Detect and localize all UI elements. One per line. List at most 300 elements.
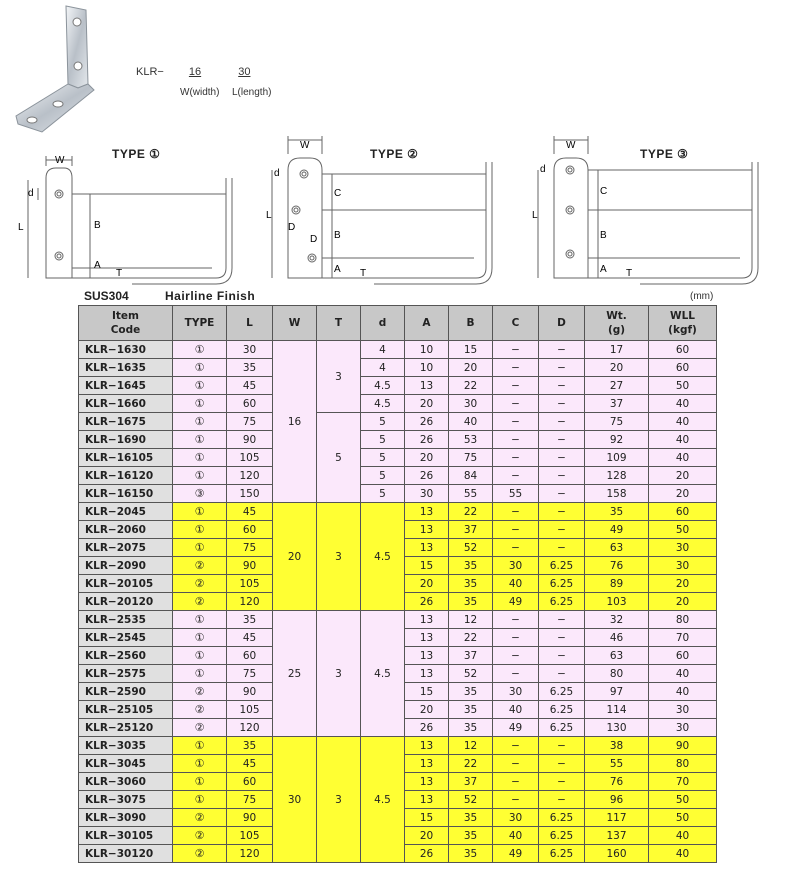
item-code-cell: KLR−2575 [79, 665, 173, 683]
table-cell: 128 [585, 467, 649, 485]
table-cell: 52 [449, 665, 493, 683]
type-cell: ① [173, 665, 227, 683]
table-row [79, 503, 717, 521]
table-cell: 20 [405, 449, 449, 467]
item-code-cell: KLR−2060 [79, 521, 173, 539]
header-cell: L [227, 306, 273, 341]
length-cell: 120 [227, 845, 273, 863]
table-cell: − [493, 539, 539, 557]
dim-t: T [360, 268, 367, 279]
table-cell: 60 [649, 341, 717, 359]
type-2-diagram [264, 134, 504, 290]
table-cell: 84 [449, 467, 493, 485]
material-label: SUS304 [84, 289, 129, 303]
table-cell: − [539, 791, 585, 809]
code-width: 16 [188, 66, 202, 78]
table-cell: − [539, 773, 585, 791]
hole-dia-cell: 4.5 [361, 611, 405, 737]
table-row [79, 431, 717, 449]
header-cell: TYPE [173, 306, 227, 341]
table-cell: 13 [405, 629, 449, 647]
table-cell: 30 [493, 683, 539, 701]
type-cell: ① [173, 647, 227, 665]
table-cell: 35 [449, 557, 493, 575]
table-cell: 20 [405, 701, 449, 719]
table-cell: 40 [649, 431, 717, 449]
type-cell: ① [173, 629, 227, 647]
type-cell: ① [173, 521, 227, 539]
table-cell: 10 [405, 341, 449, 359]
legend-width: W(width) [180, 87, 220, 98]
table-cell: − [539, 467, 585, 485]
table-cell: 46 [585, 629, 649, 647]
table-cell: 63 [585, 539, 649, 557]
table-cell: − [493, 467, 539, 485]
length-cell: 75 [227, 413, 273, 431]
table-cell: 15 [405, 809, 449, 827]
length-cell: 30 [227, 341, 273, 359]
table-cell: 55 [449, 485, 493, 503]
hole-dia-cell: 4 [361, 359, 405, 377]
spec-table [78, 305, 717, 863]
table-cell: 40 [649, 665, 717, 683]
table-cell: 35 [449, 593, 493, 611]
item-code-cell: KLR−16105 [79, 449, 173, 467]
item-code-cell: KLR−30120 [79, 845, 173, 863]
table-cell: − [493, 521, 539, 539]
hole-dia-cell: 4.5 [361, 395, 405, 413]
length-cell: 105 [227, 575, 273, 593]
table-cell: − [539, 395, 585, 413]
length-cell: 75 [227, 791, 273, 809]
table-cell: 52 [449, 539, 493, 557]
dim-b: B [94, 220, 101, 231]
item-code-cell: KLR−3060 [79, 773, 173, 791]
table-cell: 75 [449, 449, 493, 467]
table-cell: − [493, 413, 539, 431]
item-code-cell: KLR−1660 [79, 395, 173, 413]
table-cell: 22 [449, 503, 493, 521]
length-cell: 60 [227, 395, 273, 413]
table-cell: 26 [405, 431, 449, 449]
table-cell: 38 [585, 737, 649, 755]
table-cell: 26 [405, 845, 449, 863]
table-row [79, 359, 717, 377]
item-code-cell: KLR−3045 [79, 755, 173, 773]
header-cell: C [493, 306, 539, 341]
table-cell: 35 [585, 503, 649, 521]
width-cell: 30 [273, 737, 317, 863]
table-cell: 160 [585, 845, 649, 863]
table-cell: 130 [585, 719, 649, 737]
table-row [79, 467, 717, 485]
type-cell: ② [173, 593, 227, 611]
code-length: 30 [238, 66, 251, 78]
table-cell: 6.25 [539, 809, 585, 827]
table-cell: 158 [585, 485, 649, 503]
hole-dia-cell: 5 [361, 467, 405, 485]
hole-dia-cell: 5 [361, 449, 405, 467]
table-cell: 40 [493, 701, 539, 719]
table-cell: − [539, 413, 585, 431]
table-cell: − [539, 449, 585, 467]
table-cell: − [539, 377, 585, 395]
table-cell: − [539, 539, 585, 557]
table-cell: 80 [585, 665, 649, 683]
table-cell: 60 [649, 359, 717, 377]
item-code-cell: KLR−3075 [79, 791, 173, 809]
table-cell: − [539, 485, 585, 503]
length-cell: 35 [227, 611, 273, 629]
dim-t: T [626, 268, 633, 279]
thickness-cell: 3 [317, 737, 361, 863]
table-cell: 35 [449, 845, 493, 863]
length-cell: 90 [227, 809, 273, 827]
length-cell: 45 [227, 377, 273, 395]
table-cell: 15 [449, 341, 493, 359]
item-code-cell: KLR−2545 [79, 629, 173, 647]
finish-label: Hairline Finish [165, 289, 256, 303]
table-cell: 22 [449, 629, 493, 647]
table-cell: 6.25 [539, 845, 585, 863]
table-cell: 53 [449, 431, 493, 449]
hole-dia-cell: 4 [361, 341, 405, 359]
table-cell: 26 [405, 467, 449, 485]
table-cell: 32 [585, 611, 649, 629]
table-cell: 30 [649, 539, 717, 557]
type-cell: ① [173, 431, 227, 449]
table-cell: 97 [585, 683, 649, 701]
table-cell: 35 [449, 701, 493, 719]
length-cell: 105 [227, 827, 273, 845]
dim-c: C [600, 186, 608, 197]
table-cell: 13 [405, 503, 449, 521]
table-cell: − [493, 377, 539, 395]
dim-l: L [266, 210, 272, 221]
table-cell: 40 [449, 413, 493, 431]
type-cell: ① [173, 791, 227, 809]
dim-d: d [274, 168, 280, 179]
table-cell: 40 [649, 395, 717, 413]
hole-dia-cell: 5 [361, 413, 405, 431]
table-cell: 49 [493, 719, 539, 737]
table-cell: 22 [449, 377, 493, 395]
table-cell: − [539, 629, 585, 647]
table-cell: 26 [405, 593, 449, 611]
item-code-cell: KLR−2560 [79, 647, 173, 665]
table-cell: 40 [649, 827, 717, 845]
dim-a: A [334, 264, 341, 275]
table-cell: 49 [585, 521, 649, 539]
table-cell: 20 [649, 467, 717, 485]
table-cell: 30 [649, 557, 717, 575]
header-cell: Wt. (g) [585, 306, 649, 341]
table-cell: 80 [649, 755, 717, 773]
table-cell: 13 [405, 377, 449, 395]
dim-d: d [540, 164, 546, 175]
table-row [79, 413, 717, 431]
item-code-cell: KLR−2090 [79, 557, 173, 575]
hole-dia-cell: 5 [361, 431, 405, 449]
table-row [79, 395, 717, 413]
type-2-title: TYPE ② [370, 147, 419, 161]
type-cell: ① [173, 449, 227, 467]
table-cell: 76 [585, 557, 649, 575]
length-cell: 60 [227, 521, 273, 539]
table-cell: 49 [493, 845, 539, 863]
table-cell: 50 [649, 377, 717, 395]
length-cell: 35 [227, 737, 273, 755]
dim-w: W [300, 140, 310, 151]
dim-d-offset: D [288, 222, 296, 233]
table-cell: 30 [405, 485, 449, 503]
header-cell: Item Code [79, 306, 173, 341]
header-cell: T [317, 306, 361, 341]
length-cell: 120 [227, 719, 273, 737]
type-cell: ① [173, 359, 227, 377]
type-cell: ① [173, 773, 227, 791]
table-row [79, 485, 717, 503]
length-cell: 35 [227, 359, 273, 377]
length-cell: 60 [227, 773, 273, 791]
dim-d-offset-2: D [310, 234, 318, 245]
table-cell: 12 [449, 737, 493, 755]
table-cell: 20 [405, 827, 449, 845]
type-1-diagram [14, 150, 244, 290]
table-cell: 35 [449, 719, 493, 737]
table-cell: 13 [405, 791, 449, 809]
item-code-cell: KLR−2590 [79, 683, 173, 701]
type-cell: ② [173, 827, 227, 845]
table-cell: 90 [649, 737, 717, 755]
table-cell: 15 [405, 683, 449, 701]
table-cell: 40 [493, 827, 539, 845]
table-cell: 80 [649, 611, 717, 629]
table-cell: 20 [649, 485, 717, 503]
length-cell: 150 [227, 485, 273, 503]
header-cell: A [405, 306, 449, 341]
table-row [79, 341, 717, 359]
table-cell: 37 [449, 647, 493, 665]
table-cell: 6.25 [539, 593, 585, 611]
table-cell: 30 [649, 719, 717, 737]
table-cell: − [493, 503, 539, 521]
width-cell: 25 [273, 611, 317, 737]
table-cell: 6.25 [539, 701, 585, 719]
table-cell: 76 [585, 773, 649, 791]
table-cell: 40 [649, 449, 717, 467]
table-cell: 37 [585, 395, 649, 413]
table-cell: − [539, 341, 585, 359]
table-cell: − [493, 341, 539, 359]
table-cell: 20 [405, 395, 449, 413]
length-cell: 120 [227, 467, 273, 485]
table-cell: 55 [585, 755, 649, 773]
table-cell: − [493, 611, 539, 629]
table-cell: − [493, 449, 539, 467]
table-cell: 13 [405, 755, 449, 773]
table-body [79, 341, 717, 863]
dim-b: B [600, 230, 607, 241]
hole-dia-cell: 4.5 [361, 503, 405, 611]
table-cell: 75 [585, 413, 649, 431]
length-cell: 90 [227, 557, 273, 575]
item-code-cell: KLR−1630 [79, 341, 173, 359]
type-cell: ② [173, 557, 227, 575]
length-cell: 105 [227, 701, 273, 719]
length-cell: 90 [227, 683, 273, 701]
item-code-cell: KLR−1635 [79, 359, 173, 377]
table-cell: 109 [585, 449, 649, 467]
type-cell: ① [173, 503, 227, 521]
type-cell: ② [173, 719, 227, 737]
table-cell: 63 [585, 647, 649, 665]
hole-dia-cell: 4.5 [361, 377, 405, 395]
length-cell: 90 [227, 431, 273, 449]
table-cell: 96 [585, 791, 649, 809]
dim-t: T [116, 268, 123, 279]
table-cell: 37 [449, 773, 493, 791]
item-code-cell: KLR−1645 [79, 377, 173, 395]
length-cell: 75 [227, 665, 273, 683]
hole-dia-cell: 5 [361, 485, 405, 503]
table-cell: 60 [649, 647, 717, 665]
table-cell: 30 [449, 395, 493, 413]
item-code-cell: KLR−2535 [79, 611, 173, 629]
type-cell: ① [173, 377, 227, 395]
legend-length: L(length) [232, 87, 272, 98]
table-cell: − [493, 755, 539, 773]
table-cell: 20 [585, 359, 649, 377]
table-cell: − [539, 359, 585, 377]
thickness-cell: 3 [317, 503, 361, 611]
table-cell: − [539, 521, 585, 539]
type-cell: ① [173, 413, 227, 431]
dim-w: W [55, 155, 65, 166]
width-cell: 20 [273, 503, 317, 611]
table-cell: − [539, 503, 585, 521]
item-code-cell: KLR−3090 [79, 809, 173, 827]
table-cell: 6.25 [539, 557, 585, 575]
dim-b: B [334, 230, 341, 241]
table-cell: − [493, 791, 539, 809]
table-cell: − [493, 647, 539, 665]
thickness-cell: 3 [317, 341, 361, 413]
table-cell: 50 [649, 809, 717, 827]
type-cell: ① [173, 539, 227, 557]
table-cell: 70 [649, 629, 717, 647]
table-cell: 20 [405, 575, 449, 593]
table-cell: 22 [449, 755, 493, 773]
width-cell: 16 [273, 341, 317, 503]
table-row [79, 377, 717, 395]
table-cell: − [493, 359, 539, 377]
table-cell: − [539, 611, 585, 629]
length-cell: 105 [227, 449, 273, 467]
table-cell: 60 [649, 503, 717, 521]
thickness-cell: 3 [317, 611, 361, 737]
table-cell: 27 [585, 377, 649, 395]
table-cell: 40 [649, 413, 717, 431]
table-header-row [79, 306, 717, 341]
table-cell: 12 [449, 611, 493, 629]
thickness-cell: 5 [317, 413, 361, 503]
dim-d: d [28, 188, 34, 199]
table-cell: 114 [585, 701, 649, 719]
code-prefix: KLR− [136, 66, 164, 78]
length-cell: 45 [227, 503, 273, 521]
header-cell: D [539, 306, 585, 341]
item-code-cell: KLR−16120 [79, 467, 173, 485]
table-cell: − [539, 737, 585, 755]
table-row [79, 737, 717, 755]
dim-w: W [566, 140, 576, 151]
table-cell: 13 [405, 773, 449, 791]
item-code-cell: KLR−2045 [79, 503, 173, 521]
dim-l: L [18, 222, 24, 233]
length-cell: 120 [227, 593, 273, 611]
table-cell: 70 [649, 773, 717, 791]
item-code-cell: KLR−1690 [79, 431, 173, 449]
table-cell: 35 [449, 683, 493, 701]
table-cell: 15 [405, 557, 449, 575]
table-cell: 49 [493, 593, 539, 611]
table-cell: 26 [405, 413, 449, 431]
table-cell: − [493, 773, 539, 791]
item-code-cell: KLR−1675 [79, 413, 173, 431]
table-cell: 137 [585, 827, 649, 845]
unit-label: (mm) [690, 291, 714, 302]
table-cell: − [493, 395, 539, 413]
type-cell: ① [173, 467, 227, 485]
table-cell: 50 [649, 791, 717, 809]
table-cell: 55 [493, 485, 539, 503]
table-cell: 35 [449, 809, 493, 827]
table-cell: 35 [449, 575, 493, 593]
header-cell: WLL (kgf) [649, 306, 717, 341]
table-cell: 52 [449, 791, 493, 809]
bracket-photo [8, 4, 98, 136]
table-cell: 6.25 [539, 719, 585, 737]
table-cell: 13 [405, 647, 449, 665]
length-cell: 45 [227, 755, 273, 773]
hole-dia-cell: 4.5 [361, 737, 405, 863]
table-cell: 20 [649, 575, 717, 593]
table-cell: 50 [649, 521, 717, 539]
table-cell: 10 [405, 359, 449, 377]
type-3-title: TYPE ③ [640, 147, 689, 161]
header-cell: W [273, 306, 317, 341]
table-cell: 40 [649, 683, 717, 701]
table-cell: 6.25 [539, 827, 585, 845]
dim-l: L [532, 210, 538, 221]
length-cell: 45 [227, 629, 273, 647]
type-cell: ② [173, 845, 227, 863]
item-code-format [136, 66, 250, 78]
table-cell: 6.25 [539, 683, 585, 701]
length-cell: 75 [227, 539, 273, 557]
item-code-cell: KLR−30105 [79, 827, 173, 845]
type-cell: ② [173, 809, 227, 827]
table-cell: 20 [449, 359, 493, 377]
dim-c: C [334, 188, 342, 199]
item-code-cell: KLR−25105 [79, 701, 173, 719]
type-cell: ① [173, 395, 227, 413]
table-cell: 30 [493, 809, 539, 827]
header-cell: d [361, 306, 405, 341]
type-cell: ① [173, 755, 227, 773]
type-cell: ① [173, 341, 227, 359]
